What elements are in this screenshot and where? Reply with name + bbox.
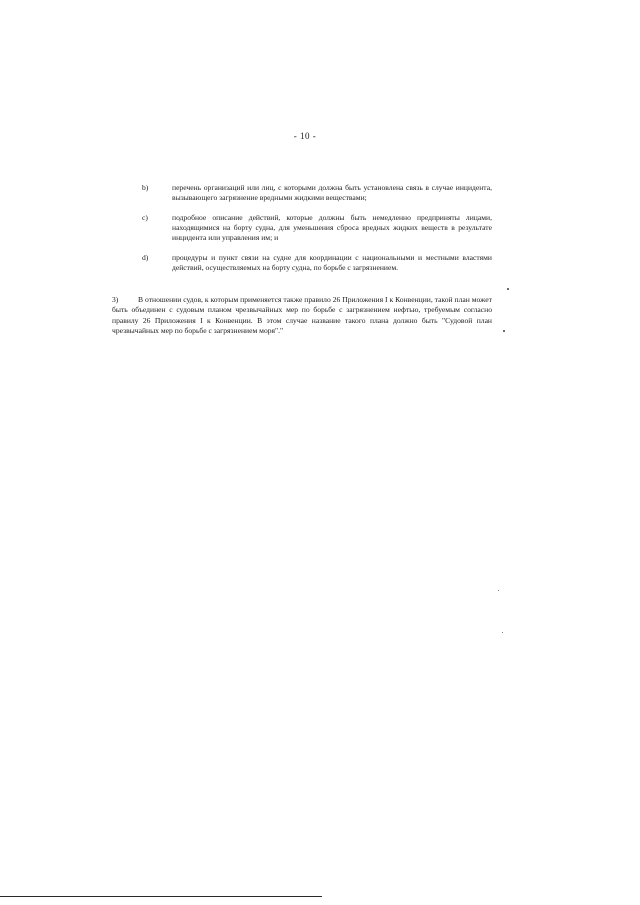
list-item-b [142, 183, 492, 203]
paragraph-number: 3) [112, 295, 119, 304]
list-item-text: перечень организаций или лиц, с которыми должна быть установлена связь в случае инцидента, вызывающего загрязнение вредными жидкими веществами; [172, 183, 492, 202]
list-item-d [142, 253, 492, 273]
paragraph-3 [112, 295, 492, 336]
page-number: - 10 - [293, 131, 317, 141]
scan-speck [507, 288, 509, 290]
list-item-marker: c) [142, 213, 148, 222]
list-item-c [142, 213, 492, 243]
list-item-marker: b) [142, 183, 149, 192]
paragraph-text: В отношении судов, к которым применяется также правило 26 Приложения I к Конвенции, такой план может быть объединен с судовым планом чрезвычайных мер по борьбе с загрязнением нефтью, требуемым согласно правилу 26 Приложения I к Конвенции. В этом случае название такого плана должно быть "Судовой план чрезвычайных мер по борьбе с загрязнением моря"." [112, 295, 492, 335]
scan-speck [503, 330, 505, 332]
list-item-text: подробное описание действий, которые должны быть немедленно предприняты лицами, находящимися на борту судна, для уменьшения сброса вредных жидких веществ в результате инцидента или управления им; и [172, 213, 492, 242]
bottom-scan-edge [0, 896, 322, 897]
list-item-marker: d) [142, 253, 149, 262]
list-item-text: процедуры и пункт связи на судне для координации с национальными и местными властями действий, осуществляемых на борту судна, по борьбе с загрязнением. [172, 253, 492, 272]
scan-speck [498, 590, 499, 591]
scan-speck [502, 632, 503, 633]
